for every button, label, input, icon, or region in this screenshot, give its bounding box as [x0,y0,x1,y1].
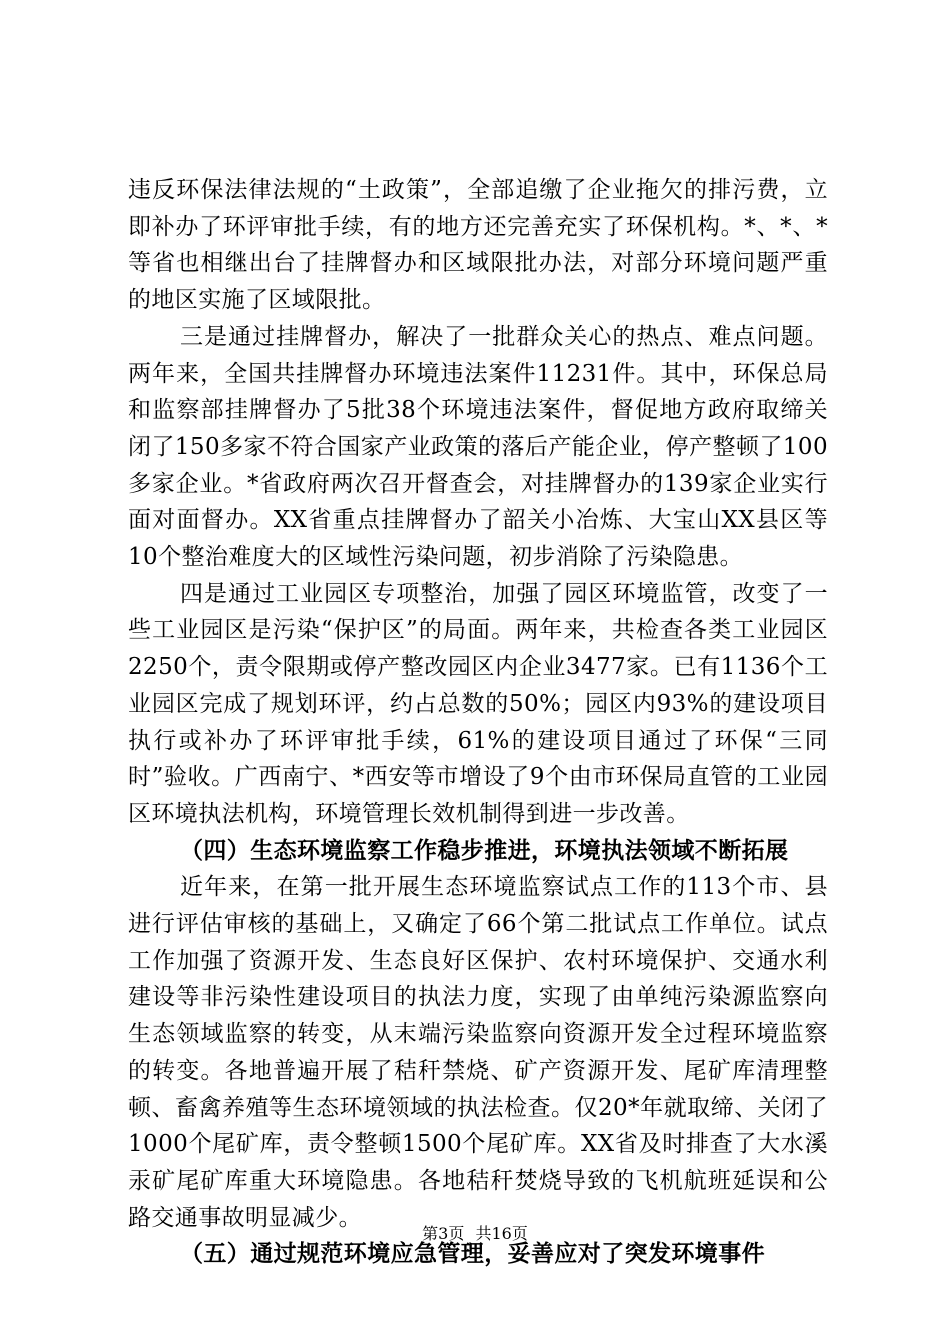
body-paragraph: 三是通过挂牌督办，解决了一批群众关心的热点、难点问题。两年来，全国共挂牌督办环境违法案件11231件。其中，环保总局和监察部挂牌督办了5批38个环境违法案件，督促地方政府取缔关闭了150多家不符合国家产业政策的落后产能企业，停产整顿了100多家企业。*省政府两次召开督查会，对挂牌督办的139家企业实行面对面督办。XX省重点挂牌督办了韶关小冶炼、大宝山XX县区等10个整治难度大的区域性污染问题，初步消除了污染隐患。 [128,323,828,571]
document-body [128,172,828,1273]
section-heading: （五）通过规范环境应急管理，妥善应对了突发环境事件 [180,1241,765,1268]
body-paragraph: 违反环保法律法规的“土政策”，全部追缴了企业拖欠的排污费，立即补办了环评审批手续，有的地方还完善充实了环保机构。*、*、*等省也相继出台了挂牌督办和区域限批办法，对部分环境问题严重的地区实施了区域限批。 [128,177,828,314]
section-heading: （四）生态环境监察工作稳步推进，环境执法领域不断拓展 [180,837,789,864]
page-total: 共16页 [475,1224,528,1243]
body-paragraph: 四是通过工业园区专项整治，加强了园区环境监管，改变了一些工业园区是污染“保护区”的局面。两年来，共检查各类工业园区2250个，责令限期或停产整改园区内企业3477家。已有1136个工业园区完成了规划环评，约占总数的50%；园区内93%的建设项目执行或补办了环评审批手续，61%的建设项目通过了环保“三同时”验收。广西南宁、*西安等市增设了9个由市环保局直管的工业园区环境执法机构，环境管理长效机制得到进一步改善。 [128,580,828,827]
body-paragraph: 近年来，在第一批开展生态环境监察试点工作的113个市、县进行评估审核的基础上，又确定了66个第二批试点工作单位。试点工作加强了资源开发、生态良好区保护、农村环境保护、交通水利建设等非污染性建设项目的执法力度，实现了由单纯污染源监察向生态领域监察的转变，从末端污染监察向资源开发全过程环境监察的转变。各地普遍开展了秸秆禁烧、矿产资源开发、尾矿库清理整顿、畜禽养殖等生态环境领域的执法检查。仅20*年就取缔、关闭了1000个尾矿库，责令整顿1500个尾矿库。XX省及时排查了大水溪汞矿尾矿库重大环境隐患。各地秸秆焚烧导致的飞机航班延误和公路交通事故明显减少。 [128,874,828,1231]
page-footer [0,1224,950,1244]
page-number: 第3页 [422,1224,465,1243]
